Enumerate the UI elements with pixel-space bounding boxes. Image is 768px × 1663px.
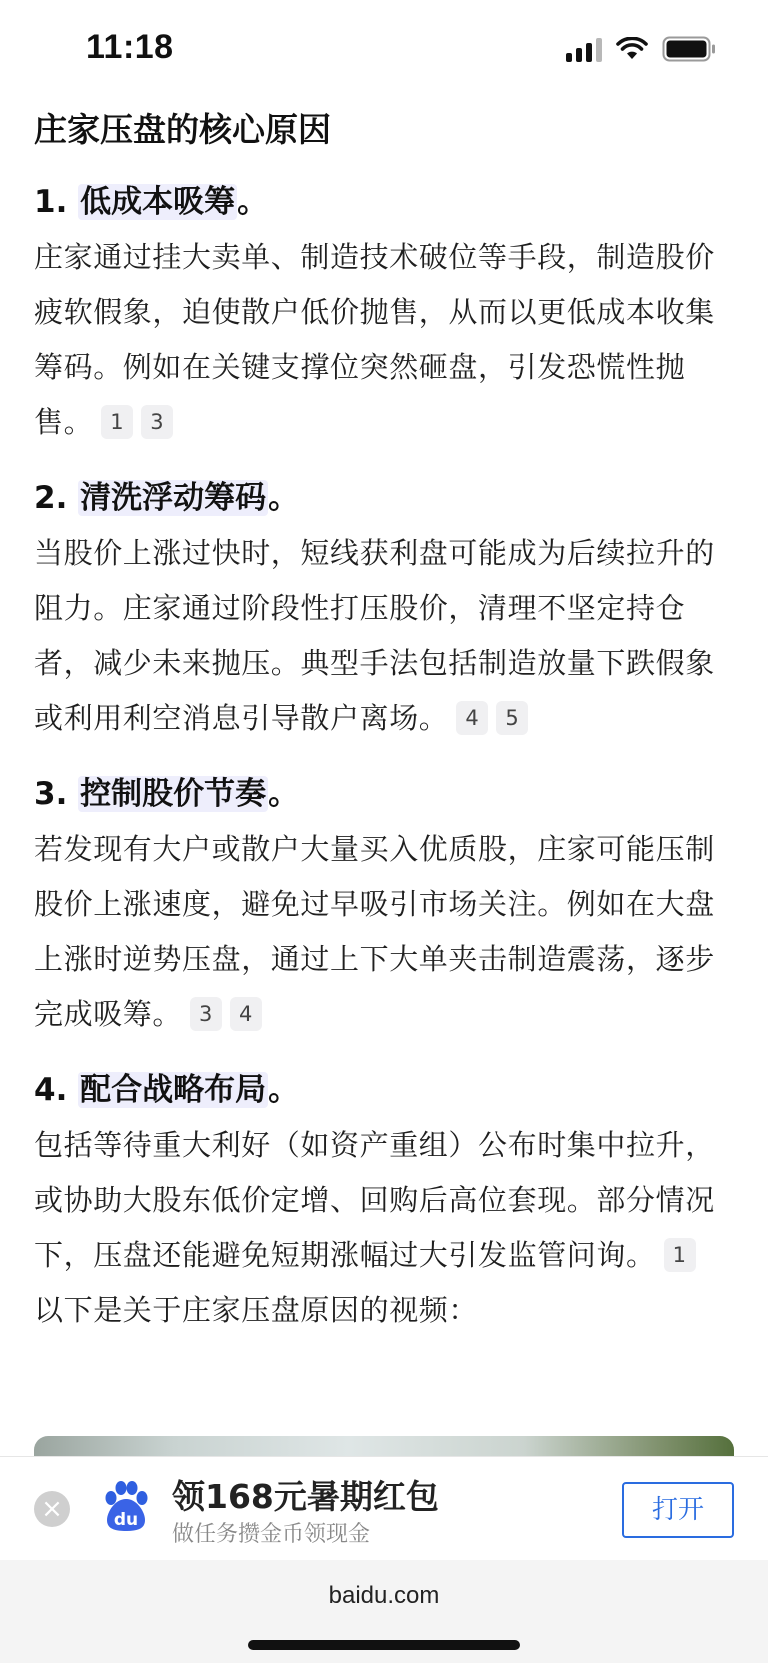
section-title: [34, 174, 734, 230]
section-4: [34, 1062, 734, 1283]
section-title-link[interactable]: 清洗浮动筹码: [80, 480, 267, 516]
status-bar: [0, 0, 768, 100]
section-suffix: 。: [268, 776, 300, 812]
app-banner[interactable]: [0, 1456, 768, 1560]
banner-subtitle: 做任务攒金币领现金: [172, 1522, 371, 1547]
section-text: [34, 526, 734, 746]
banner-title: 领168元暑期红包: [172, 1477, 439, 1516]
battery-icon: [662, 36, 716, 62]
section-text: [34, 1118, 734, 1283]
citation-badge[interactable]: 3: [141, 405, 173, 439]
home-indicator[interactable]: [248, 1640, 520, 1650]
section-title: [34, 470, 734, 526]
section-title-link[interactable]: 低成本吸筹: [80, 184, 236, 220]
section-title-link[interactable]: 控制股价节奏: [80, 776, 267, 812]
section-text: [34, 822, 734, 1042]
section-2: [34, 470, 734, 746]
section-body: 若发现有大户或散户大量买入优质股，庄家可能压制股价上涨速度，避免过早吸引市场关注。例如在大盘上涨时逆势压盘，通过上下大单夹击制造震荡，逐步完成吸筹。: [34, 832, 715, 1031]
section-body: 包括等待重大利好（如资产重组）公布时集中拉升，或协助大股东低价定增、回购后高位套现。部分情况下，压盘还能避免短期涨幅过大引发监管问询。: [34, 1128, 715, 1272]
citation-badge[interactable]: 3: [190, 997, 222, 1031]
video-intro: 以下是关于庄家压盘原因的视频：: [34, 1293, 479, 1327]
url-text[interactable]: baidu.com: [328, 1582, 440, 1609]
status-time: 11:18: [86, 28, 174, 66]
citation-badge[interactable]: 4: [456, 701, 488, 735]
citation-badge[interactable]: 1: [664, 1238, 696, 1272]
baidu-logo-icon: [98, 1479, 154, 1535]
section-suffix: 。: [268, 1072, 300, 1108]
close-icon[interactable]: ×: [34, 1491, 70, 1527]
section-body: 庄家通过挂大卖单、制造技术破位等手段，制造股价疲软假象，迫使散户低价抛售，从而以更低成本收集筹码。例如在关键支撑位突然砸盘，引发恐慌性抛售。: [34, 240, 715, 439]
section-title-link[interactable]: 配合战略布局: [80, 1072, 267, 1108]
baidu-logo-text: du: [113, 1510, 139, 1530]
browser-url-bar[interactable]: [0, 1560, 768, 1663]
section-title: [34, 766, 734, 822]
wifi-icon: [616, 37, 648, 61]
status-icons: [566, 36, 716, 62]
article-heading: 庄家压盘的核心原因: [34, 110, 331, 149]
section-number: 1.: [34, 184, 68, 220]
citation-badge[interactable]: 4: [230, 997, 262, 1031]
section-3: [34, 766, 734, 1042]
article: [34, 100, 734, 1338]
section-suffix: 。: [268, 480, 300, 516]
open-app-button[interactable]: 打开: [622, 1482, 734, 1538]
citation-badge[interactable]: 1: [101, 405, 133, 439]
section-suffix: 。: [237, 184, 269, 220]
section-number: 4.: [34, 1072, 68, 1108]
section-number: 2.: [34, 480, 68, 516]
section-text: [34, 230, 734, 450]
section-body: 当股价上涨过快时，短线获利盘可能成为后续拉升的阻力。庄家通过阶段性打压股价，清理不坚定持仓者，减少未来抛压。典型手法包括制造放量下跌假象或利用利空消息引导散户离场。: [34, 536, 715, 735]
section-title: [34, 1062, 734, 1118]
cellular-signal-icon: [566, 36, 602, 62]
section-number: 3.: [34, 776, 68, 812]
section-1: [34, 174, 734, 450]
citation-badge[interactable]: 5: [496, 701, 528, 735]
